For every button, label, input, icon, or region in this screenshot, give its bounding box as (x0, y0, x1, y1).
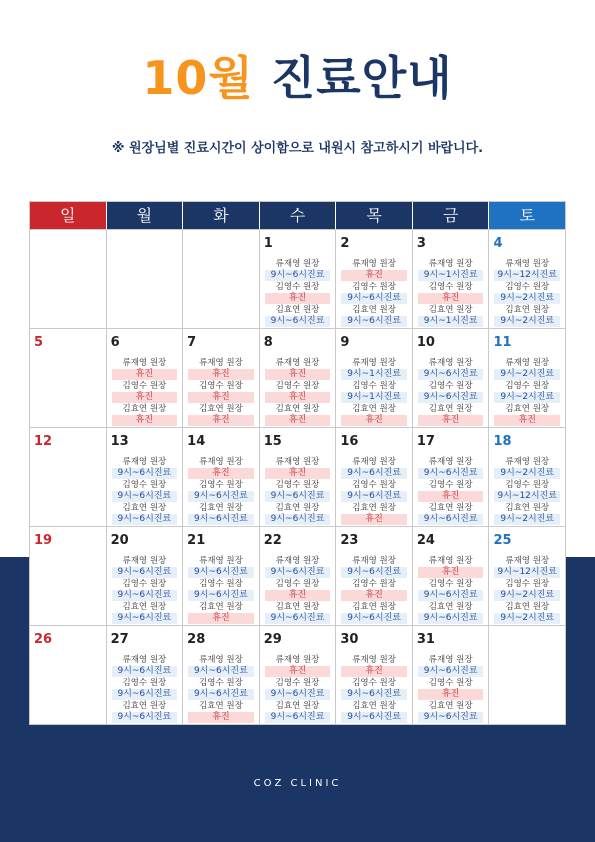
calendar-day (30, 626, 107, 724)
hours-status: 9시~6시진료 (341, 613, 407, 624)
hours-status: 9시~1시진료 (341, 369, 407, 380)
closed-status: 휴진 (418, 293, 484, 304)
hours-status: 9시~6시진료 (418, 514, 484, 525)
closed-status: 휴진 (494, 415, 560, 426)
weekday-wed: 수 (260, 202, 337, 229)
hours-status: 9시~6시진료 (341, 491, 407, 502)
doctor-name: 류재영 원장 (428, 358, 473, 368)
doctor-name: 류재영 원장 (428, 457, 473, 467)
closed-status: 휴진 (418, 689, 484, 700)
calendar-week (30, 229, 565, 328)
hours-status: 9시~6시진료 (265, 491, 331, 502)
hours-status: 9시~6시진료 (341, 689, 407, 700)
day-schedule (494, 259, 560, 328)
calendar-day (489, 527, 565, 625)
hours-status: 9시~6시진료 (265, 613, 331, 624)
closed-status: 휴진 (112, 415, 178, 426)
day-number: 22 (263, 533, 282, 548)
doctor-name: 김효연 원장 (428, 503, 473, 513)
doctor-name: 김효연 원장 (122, 602, 167, 612)
calendar-week (30, 328, 565, 427)
hours-status: 9시~6시진료 (341, 712, 407, 723)
doctor-name: 김효연 원장 (199, 602, 243, 612)
weekday-tue: 화 (183, 202, 260, 229)
hours-status: 9시~6시진료 (341, 567, 407, 578)
doctor-name: 김효연 원장 (505, 602, 550, 612)
day-number: 13 (110, 434, 129, 449)
hours-status: 9시~6시진료 (112, 514, 178, 525)
hours-status: 9시~6시진료 (188, 666, 254, 677)
day-number: 29 (263, 632, 282, 647)
hours-status: 9시~1시진료 (418, 316, 484, 327)
closed-status: 휴진 (265, 392, 331, 403)
day-number: 10 (416, 335, 435, 350)
calendar-week (30, 427, 565, 526)
calendar-day (413, 428, 490, 526)
calendar-day (260, 527, 337, 625)
calendar-day (30, 428, 107, 526)
calendar-day (183, 527, 260, 625)
doctor-name: 류재영 원장 (275, 259, 320, 269)
calendar-day (30, 230, 107, 328)
title-text: 진료안내 (270, 51, 453, 105)
hours-status: 9시~6시진료 (112, 689, 178, 700)
doctor-name: 김효연 원장 (428, 602, 473, 612)
doctor-name: 김효연 원장 (352, 602, 396, 612)
calendar-day (107, 626, 184, 724)
doctor-name: 김영수 원장 (352, 579, 396, 589)
doctor-name: 류재영 원장 (428, 556, 473, 566)
closed-status: 휴진 (188, 613, 254, 624)
closed-status: 휴진 (341, 270, 407, 281)
calendar-day (336, 329, 413, 427)
calendar-day (107, 230, 184, 328)
hours-status: 9시~6시진료 (341, 316, 407, 327)
hours-status: 9시~6시진료 (112, 468, 178, 479)
calendar-day (183, 428, 260, 526)
doctor-name: 류재영 원장 (199, 457, 243, 467)
doctor-name: 류재영 원장 (352, 457, 396, 467)
doctor-name: 류재영 원장 (275, 358, 320, 368)
day-schedule (418, 556, 484, 625)
closed-status: 휴진 (418, 415, 484, 426)
hours-status: 9시~6시진료 (418, 666, 484, 677)
day-schedule (188, 457, 254, 526)
day-schedule (112, 457, 178, 526)
hours-status: 9시~6시진료 (418, 369, 484, 380)
hours-status: 9시~6시진료 (418, 392, 484, 403)
closed-status: 휴진 (188, 468, 254, 479)
calendar (29, 201, 566, 725)
doctor-name: 류재영 원장 (122, 655, 167, 665)
doctor-name: 류재영 원장 (505, 457, 550, 467)
hours-status: 9시~2시진료 (494, 514, 560, 525)
hours-status: 9시~6시진료 (341, 468, 407, 479)
hours-status: 9시~6시진료 (265, 689, 331, 700)
weekday-header (30, 202, 565, 229)
calendar-day (260, 230, 337, 328)
day-number: 12 (34, 434, 53, 449)
day-schedule (112, 358, 178, 427)
day-schedule (341, 358, 407, 427)
hours-status: 9시~6시진료 (112, 613, 178, 624)
day-schedule (188, 655, 254, 724)
day-number: 24 (416, 533, 435, 548)
day-number: 1 (263, 236, 273, 251)
day-number: 5 (34, 335, 44, 350)
hours-status: 9시~6시진료 (265, 316, 331, 327)
doctor-name: 류재영 원장 (428, 655, 473, 665)
calendar-week (30, 526, 565, 625)
calendar-day (489, 626, 565, 724)
doctor-name: 류재영 원장 (505, 259, 550, 269)
closed-status: 휴진 (265, 666, 331, 677)
day-number: 6 (110, 335, 120, 350)
weekday-sat: 토 (489, 202, 565, 229)
weekday-fri: 금 (413, 202, 490, 229)
calendar-day (413, 329, 490, 427)
hours-status: 9시~1시진료 (418, 270, 484, 281)
doctor-name: 김영수 원장 (428, 480, 473, 490)
day-number: 20 (110, 533, 129, 548)
closed-status: 휴진 (188, 369, 254, 380)
hours-status: 9시~6시진료 (418, 712, 484, 723)
day-number: 15 (263, 434, 282, 449)
calendar-day (336, 527, 413, 625)
day-number: 11 (493, 335, 512, 350)
hours-status: 9시~6시진료 (265, 567, 331, 578)
weekday-mon: 월 (107, 202, 184, 229)
doctor-name: 김효연 원장 (352, 404, 396, 414)
day-number: 2 (340, 236, 350, 251)
calendar-day (413, 626, 490, 724)
day-number: 23 (340, 533, 359, 548)
doctor-name: 김효연 원장 (275, 404, 320, 414)
clinic-brand: COZ CLINIC (253, 778, 342, 789)
calendar-day (336, 230, 413, 328)
hours-status: 9시~2시진료 (494, 293, 560, 304)
hours-status: 9시~6시진료 (188, 491, 254, 502)
hours-status: 9시~6시진료 (418, 468, 484, 479)
calendar-day (336, 626, 413, 724)
doctor-name: 류재영 원장 (275, 457, 320, 467)
hours-status: 9시~1시진료 (341, 392, 407, 403)
weekday-sun: 일 (30, 202, 107, 229)
closed-status: 휴진 (265, 369, 331, 380)
doctor-name: 김영수 원장 (275, 282, 320, 292)
day-schedule (341, 457, 407, 526)
day-number: 27 (110, 632, 129, 647)
day-number: 17 (416, 434, 435, 449)
closed-status: 휴진 (112, 392, 178, 403)
doctor-name: 김효연 원장 (122, 701, 167, 711)
hours-status: 9시~2시진료 (494, 468, 560, 479)
day-schedule (265, 556, 331, 625)
doctor-name: 김효연 원장 (505, 503, 550, 513)
day-number: 31 (416, 632, 435, 647)
day-schedule (494, 358, 560, 427)
closed-status: 휴진 (341, 590, 407, 601)
day-schedule (418, 457, 484, 526)
doctor-name: 김영수 원장 (505, 480, 550, 490)
day-number: 16 (340, 434, 359, 449)
hours-status: 9시~6시진료 (112, 712, 178, 723)
doctor-name: 류재영 원장 (199, 556, 243, 566)
day-schedule (188, 556, 254, 625)
doctor-name: 김효연 원장 (505, 305, 550, 315)
doctor-name: 류재영 원장 (352, 556, 396, 566)
doctor-name: 김영수 원장 (428, 579, 473, 589)
calendar-day (336, 428, 413, 526)
doctor-name: 김영수 원장 (352, 282, 396, 292)
day-schedule (265, 655, 331, 724)
doctor-name: 김효연 원장 (352, 503, 396, 513)
day-number: 7 (187, 335, 197, 350)
day-number: 4 (493, 236, 503, 251)
hours-status: 9시~2시진료 (494, 392, 560, 403)
doctor-name: 김영수 원장 (199, 678, 243, 688)
weekday-thu: 목 (336, 202, 413, 229)
doctor-name: 김영수 원장 (199, 381, 243, 391)
doctor-name: 김효연 원장 (505, 404, 550, 414)
doctor-name: 김영수 원장 (505, 579, 550, 589)
closed-status: 휴진 (341, 666, 407, 677)
day-schedule (418, 259, 484, 328)
calendar-day (30, 527, 107, 625)
calendar-day (260, 428, 337, 526)
hours-status: 9시~6시진료 (188, 514, 254, 525)
calendar-day (489, 329, 565, 427)
doctor-name: 김영수 원장 (275, 480, 320, 490)
doctor-name: 류재영 원장 (505, 556, 550, 566)
day-schedule (341, 556, 407, 625)
doctor-name: 김영수 원장 (275, 579, 320, 589)
doctor-name: 김효연 원장 (122, 503, 167, 513)
doctor-name: 김영수 원장 (428, 678, 473, 688)
day-schedule (265, 358, 331, 427)
doctor-name: 류재영 원장 (122, 358, 167, 368)
doctor-name: 김효연 원장 (122, 404, 167, 414)
day-number: 18 (493, 434, 512, 449)
hours-status: 9시~6시진료 (265, 712, 331, 723)
doctor-name: 류재영 원장 (352, 655, 396, 665)
day-number: 25 (493, 533, 512, 548)
hours-status: 9시~2시진료 (494, 369, 560, 380)
page-title (0, 48, 595, 108)
day-number: 28 (187, 632, 206, 647)
hours-status: 9시~6시진료 (188, 567, 254, 578)
hours-status: 9시~6시진료 (265, 270, 331, 281)
day-schedule (188, 358, 254, 427)
doctor-name: 류재영 원장 (122, 556, 167, 566)
doctor-name: 김영수 원장 (199, 480, 243, 490)
doctor-name: 김영수 원장 (428, 282, 473, 292)
doctor-name: 김영수 원장 (275, 678, 320, 688)
calendar-day (183, 230, 260, 328)
calendar-day (107, 527, 184, 625)
hours-status: 9시~2시진료 (494, 613, 560, 624)
closed-status: 휴진 (418, 567, 484, 578)
doctor-name: 김효연 원장 (275, 602, 320, 612)
notice-text: ※ 원장님별 진료시간이 상이함으로 내원시 참고하시기 바랍니다. (111, 141, 484, 156)
doctor-name: 김효연 원장 (199, 701, 243, 711)
calendar-week (30, 625, 565, 724)
calendar-day (107, 428, 184, 526)
calendar-day (489, 230, 565, 328)
day-schedule (265, 457, 331, 526)
doctor-name: 류재영 원장 (199, 358, 243, 368)
hours-status: 9시~6시진료 (418, 590, 484, 601)
doctor-name: 류재영 원장 (505, 358, 550, 368)
doctor-name: 김영수 원장 (352, 381, 396, 391)
doctor-name: 김영수 원장 (199, 579, 243, 589)
day-number: 8 (263, 335, 273, 350)
hours-status: 9시~6시진료 (188, 590, 254, 601)
hours-status: 9시~2시진료 (494, 316, 560, 327)
day-schedule (112, 556, 178, 625)
day-number: 26 (34, 632, 53, 647)
day-number: 3 (416, 236, 426, 251)
calendar-day (107, 329, 184, 427)
closed-status: 휴진 (188, 712, 254, 723)
closed-status: 휴진 (188, 415, 254, 426)
doctor-name: 김효연 원장 (428, 404, 473, 414)
day-schedule (112, 655, 178, 724)
closed-status: 휴진 (265, 590, 331, 601)
calendar-body (30, 229, 565, 724)
doctor-name: 김영수 원장 (352, 480, 396, 490)
doctor-name: 류재영 원장 (428, 259, 473, 269)
hours-status: 9시~6시진료 (112, 491, 178, 502)
doctor-name: 류재영 원장 (275, 655, 320, 665)
calendar-day (260, 329, 337, 427)
closed-status: 휴진 (265, 293, 331, 304)
hours-status: 9시~2시진료 (494, 590, 560, 601)
hours-status: 9시~12시진료 (494, 567, 560, 578)
doctor-name: 류재영 원장 (122, 457, 167, 467)
doctor-name: 김효연 원장 (428, 701, 473, 711)
doctor-name: 류재영 원장 (352, 358, 396, 368)
day-schedule (341, 655, 407, 724)
day-schedule (341, 259, 407, 328)
hours-status: 9시~6시진료 (112, 590, 178, 601)
calendar-day (260, 626, 337, 724)
calendar-day (413, 527, 490, 625)
day-number: 21 (187, 533, 206, 548)
day-schedule (418, 655, 484, 724)
closed-status: 휴진 (341, 514, 407, 525)
hours-status: 9시~12시진료 (494, 270, 560, 281)
hours-status: 9시~6시진료 (265, 514, 331, 525)
closed-status: 휴진 (265, 468, 331, 479)
day-number: 30 (340, 632, 359, 647)
doctor-name: 김영수 원장 (122, 579, 167, 589)
doctor-name: 김효연 원장 (428, 305, 473, 315)
doctor-name: 김효연 원장 (275, 701, 320, 711)
hours-status: 9시~6시진료 (188, 689, 254, 700)
calendar-day (413, 230, 490, 328)
calendar-day (489, 428, 565, 526)
closed-status: 휴진 (112, 369, 178, 380)
doctor-name: 김영수 원장 (122, 381, 167, 391)
doctor-name: 김효연 원장 (275, 305, 320, 315)
doctor-name: 김영수 원장 (122, 678, 167, 688)
closed-status: 휴진 (188, 392, 254, 403)
doctor-name: 김영수 원장 (505, 282, 550, 292)
closed-status: 휴진 (418, 491, 484, 502)
hours-status: 9시~6시진료 (112, 666, 178, 677)
hours-status: 9시~12시진료 (494, 491, 560, 502)
doctor-name: 김영수 원장 (275, 381, 320, 391)
calendar-day (183, 329, 260, 427)
doctor-name: 김영수 원장 (428, 381, 473, 391)
day-schedule (494, 457, 560, 526)
day-number: 9 (340, 335, 350, 350)
doctor-name: 김영수 원장 (505, 381, 550, 391)
doctor-name: 류재영 원장 (199, 655, 243, 665)
closed-status: 휴진 (265, 415, 331, 426)
title-month: 10월 (142, 51, 254, 105)
doctor-name: 김효연 원장 (199, 503, 243, 513)
doctor-name: 김효연 원장 (352, 701, 396, 711)
day-schedule (418, 358, 484, 427)
doctor-name: 김영수 원장 (352, 678, 396, 688)
hours-status: 9시~6시진료 (341, 293, 407, 304)
day-schedule (265, 259, 331, 328)
calendar-day (183, 626, 260, 724)
doctor-name: 류재영 원장 (352, 259, 396, 269)
closed-status: 휴진 (341, 415, 407, 426)
day-number: 19 (34, 533, 53, 548)
doctor-name: 김효연 원장 (199, 404, 243, 414)
day-schedule (494, 556, 560, 625)
day-number: 14 (187, 434, 206, 449)
doctor-name: 김효연 원장 (275, 503, 320, 513)
hours-status: 9시~6시진료 (418, 613, 484, 624)
hours-status: 9시~6시진료 (112, 567, 178, 578)
calendar-day (30, 329, 107, 427)
doctor-name: 류재영 원장 (275, 556, 320, 566)
doctor-name: 김영수 원장 (122, 480, 167, 490)
doctor-name: 김효연 원장 (352, 305, 396, 315)
